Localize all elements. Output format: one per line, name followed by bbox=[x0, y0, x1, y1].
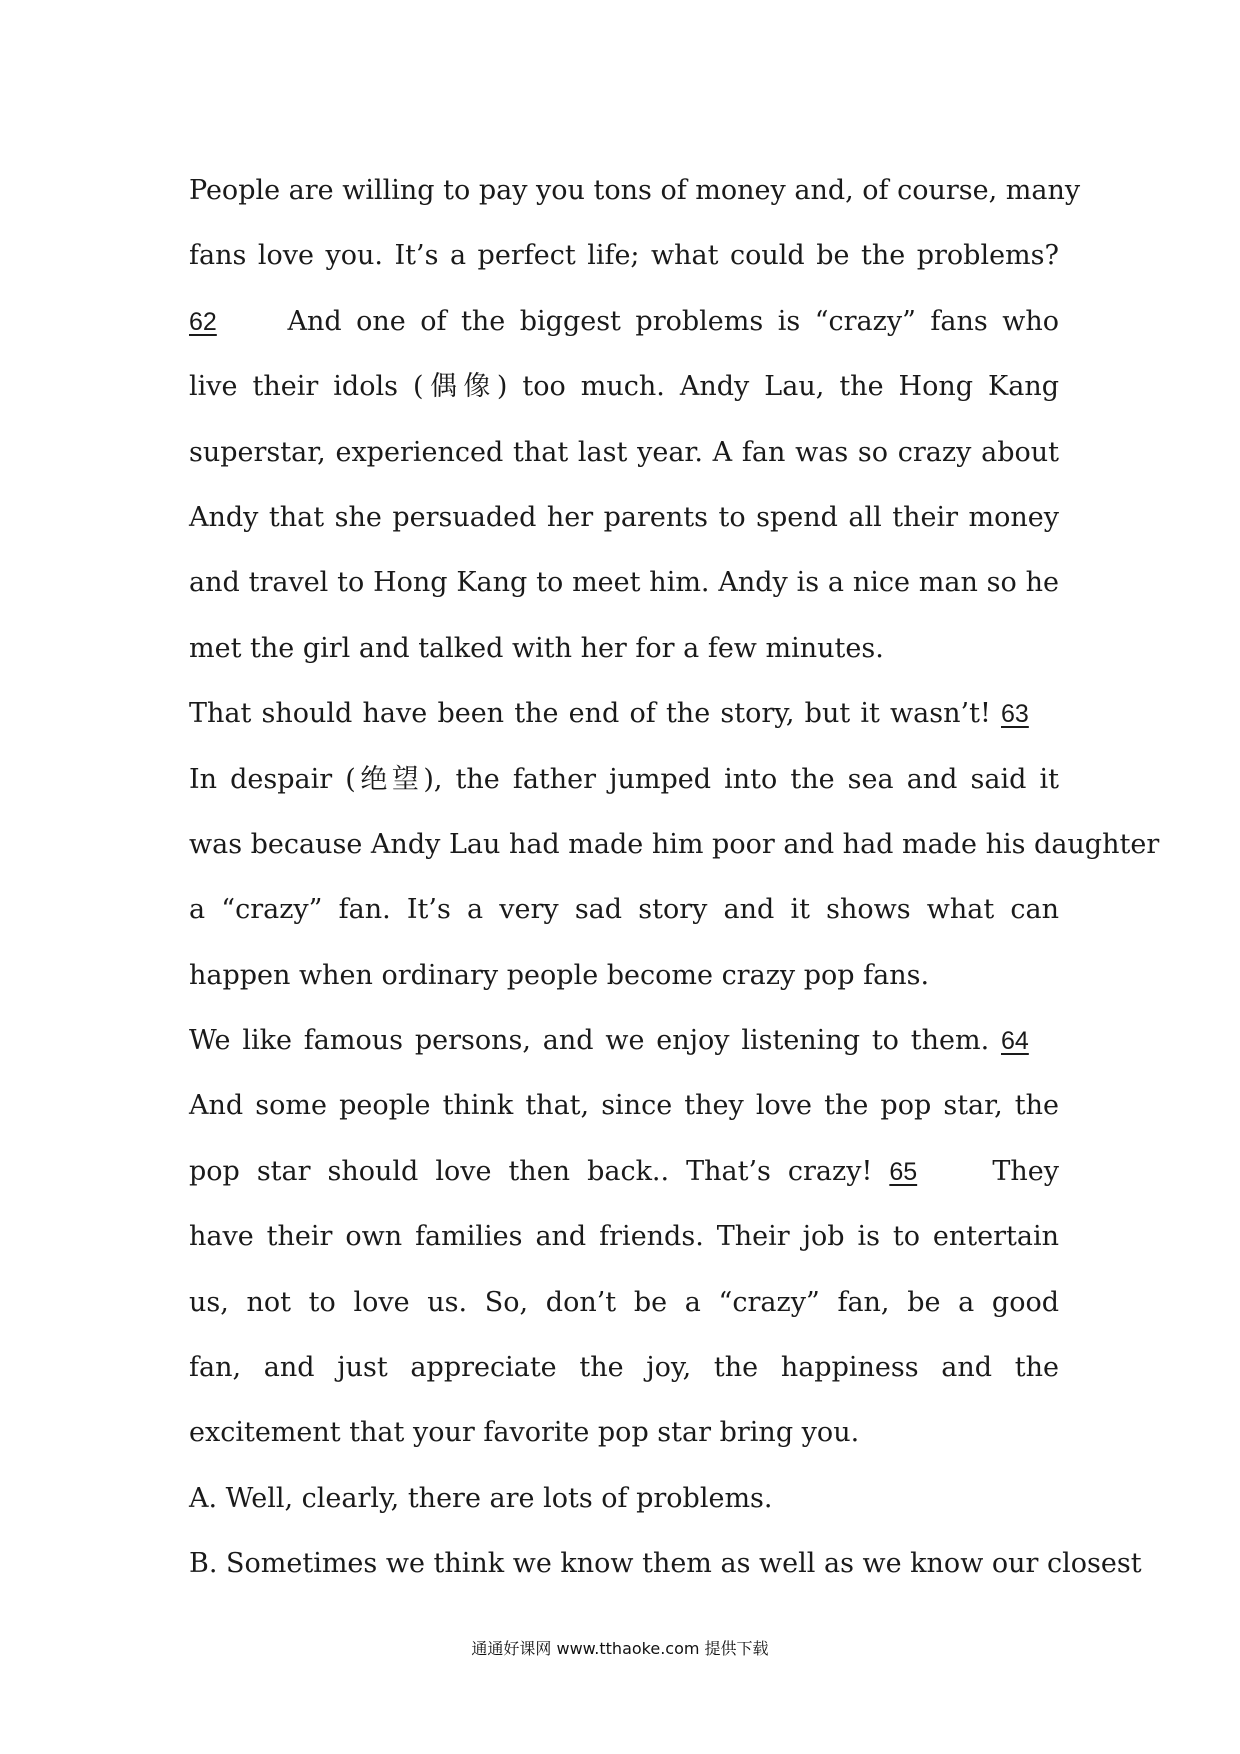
passage-line-text: That should have been the end of the story, but it wasn’t! bbox=[189, 698, 991, 730]
passage-line: and travel to Hong Kang to meet him. Andy is a nice man so he bbox=[189, 567, 1059, 599]
answer-blank-62: 62 bbox=[189, 307, 217, 336]
passage-line: us, not to love us. So, don’t be a “crazy” fan, be a good bbox=[189, 1286, 1059, 1318]
passage-line bbox=[189, 1008, 1059, 1073]
option-b: B. Sometimes we think we know them as well as we know our closest bbox=[189, 1548, 1142, 1580]
passage-line-text: We like famous persons, and we enjoy listening to them. bbox=[189, 1025, 990, 1057]
passage-line bbox=[189, 1139, 1059, 1204]
answer-blank-64: 64 bbox=[1001, 1027, 1029, 1056]
passage-line: a “crazy” fan. It’s a very sad story and it shows what can bbox=[189, 894, 1059, 926]
answer-blank-65: 65 bbox=[889, 1157, 918, 1186]
passage-line: excitement that your favorite pop star bring you. bbox=[189, 1417, 860, 1449]
passage-line: In despair (绝望), the father jumped into the sea and said it bbox=[189, 763, 1059, 795]
option-a: A. Well, clearly, there are lots of problems. bbox=[189, 1482, 773, 1514]
passage-line: fan, and just appreciate the joy, the happiness and the bbox=[189, 1352, 1059, 1384]
passage-line: live their idols (偶像) too much. Andy Lau, the Hong Kang bbox=[189, 371, 1059, 403]
passage-line: People are willing to pay you tons of money and, of course, many bbox=[189, 175, 1081, 206]
passage-line: And some people think that, since they love the pop star, the bbox=[189, 1090, 1059, 1122]
passage-line: happen when ordinary people become crazy pop fans. bbox=[189, 959, 930, 991]
passage-line: fans love you. It’s a perfect life; what could be the problems? bbox=[189, 240, 1059, 272]
passage-line: have their own families and friends. Their job is to entertain bbox=[189, 1221, 1059, 1253]
passage-line-text: And one of the biggest problems is “crazy” fans who bbox=[287, 305, 1059, 337]
passage-text bbox=[189, 158, 1160, 1597]
page-footer: 通通好课网 www.tthaoke.com 提供下载 bbox=[471, 1639, 769, 1658]
passage-line bbox=[189, 289, 1059, 354]
passage-line: Andy that she persuaded her parents to spend all their money bbox=[189, 501, 1059, 533]
passage-line-text: pop star should love then back.. That’s crazy! bbox=[189, 1155, 873, 1187]
passage-line: superstar, experienced that last year. A fan was so crazy about bbox=[189, 436, 1059, 468]
passage-line: met the girl and talked with her for a few minutes. bbox=[189, 632, 884, 664]
passage-line-tail: They bbox=[992, 1155, 1059, 1187]
passage-line bbox=[189, 681, 1059, 746]
answer-blank-63: 63 bbox=[1001, 700, 1029, 729]
passage-line: was because Andy Lau had made him poor and had made his daughter bbox=[189, 828, 1160, 860]
